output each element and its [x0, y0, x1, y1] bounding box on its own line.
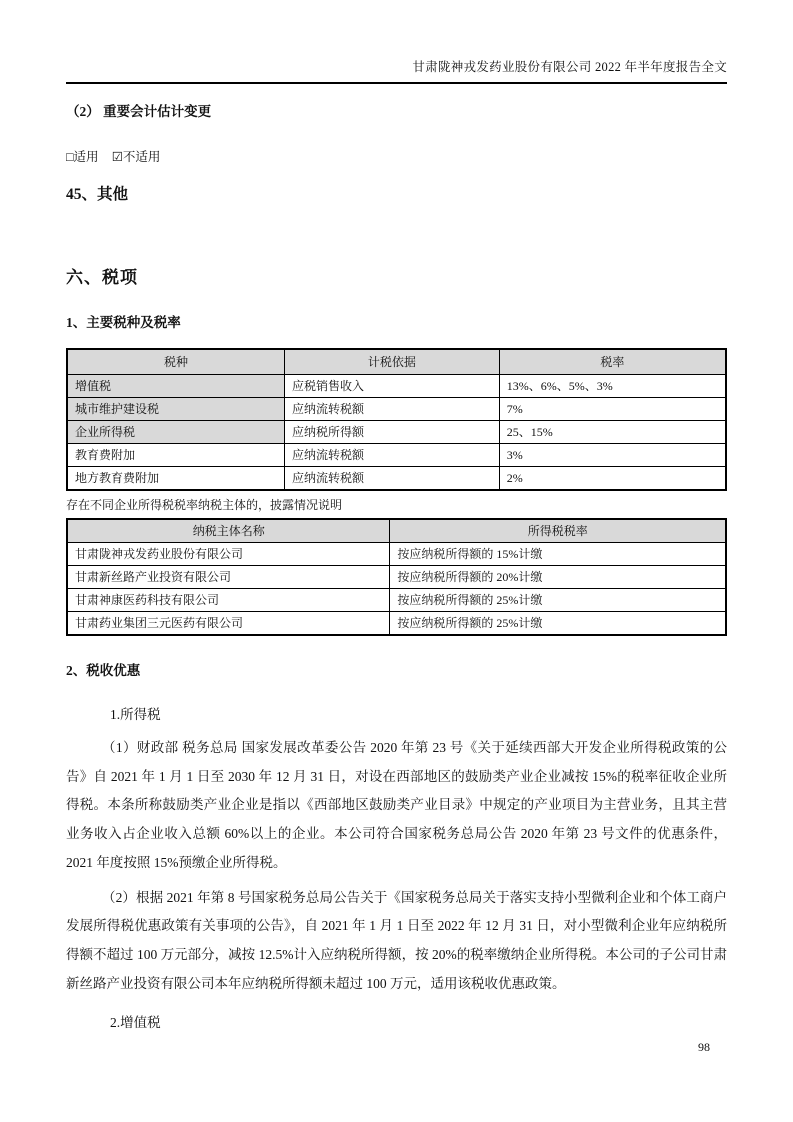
table-row: [67, 566, 726, 589]
entity-tax-rate-table: [66, 518, 727, 637]
table-row: [67, 420, 726, 443]
table-cell: 企业所得税: [67, 420, 284, 443]
table-row: [67, 543, 726, 566]
heading-main-tax-rates: 1、主要税种及税率: [66, 315, 181, 330]
checkbox-not-applicable-checked: ☑不适用: [111, 150, 161, 164]
table-header-row: [67, 349, 726, 374]
table-row: [67, 612, 726, 636]
table-cell: 应纳流转税额: [284, 466, 499, 490]
report-title: 甘肃陇神戎发药业股份有限公司 2022 年半年度报告全文: [412, 60, 727, 74]
table-header-row: [67, 519, 726, 543]
applicability-line: [66, 147, 727, 165]
different-rate-note: 存在不同企业所得税税率纳税主体的，披露情况说明: [66, 497, 343, 512]
table-row: [67, 374, 726, 397]
table-cell: 城市维护建设税: [67, 397, 284, 420]
table-cell: 3%: [499, 443, 726, 466]
table-cell: 地方教育费附加: [67, 466, 284, 490]
table-row: [67, 466, 726, 490]
subheading-vat: 2.增值税: [110, 1015, 161, 1031]
table-cell: 按应纳税所得额的 25%计缴: [390, 612, 726, 636]
table-header-cell: 税种: [67, 349, 284, 374]
heading-tax-incentive: 2、税收优惠: [66, 663, 141, 678]
table-cell: 按应纳税所得额的 15%计缴: [390, 543, 726, 566]
table-header-cell: 纳税主体名称: [67, 519, 390, 543]
checkbox-applicable-unchecked: □适用: [66, 150, 99, 164]
table-cell: 25、15%: [499, 420, 726, 443]
main-tax-table: [66, 348, 727, 491]
paragraph-income-tax-policy-1: （1）财政部 税务总局 国家发展改革委公告 2020 年第 23 号《关于延续西部大开发企业所得税政策的公告》自 2021 年 1 月 1 日至 2030 年 12 月 31 日，对设在西部地区的鼓励类产业企业减按 15%的税率征收企业所得税。本条所称鼓励类产业企业是指以《西部地区鼓励类产业目录》中规定的产业项目为主营业务，且其主营业务收入占企业收入总额 60%以上的企业。本公司符合国家税务总局公告 2020 年第 23 号文件的优惠条件，2021 年度按照 15%预缴企业所得税。: [66, 740, 727, 870]
page-header: [66, 0, 727, 84]
table-cell: 应纳流转税额: [284, 397, 499, 420]
table-row: [67, 589, 726, 612]
table-cell: 甘肃神康医药科技有限公司: [67, 589, 390, 612]
table-cell: 按应纳税所得额的 25%计缴: [390, 589, 726, 612]
subheading-income-tax: 1.所得税: [110, 707, 161, 722]
table-cell: 教育费附加: [67, 443, 284, 466]
table-cell: 应纳税所得额: [284, 420, 499, 443]
table-cell: 应纳流转税额: [284, 443, 499, 466]
paragraph-income-tax-policy-2: （2）根据 2021 年第 8 号国家税务总局公告关于《国家税务总局关于落实支持小型微利企业和个体工商户发展所得税优惠政策有关事项的公告》，自 2021 年 1 月 1 日至 2022 年 12 月 31 日，对小型微利企业年应纳税所得额不超过 100 万元部分，减按 12.5%计入应纳税所得额，按 20%的税率缴纳企业所得税。本公司的子公司甘肃新丝路产业投资有限公司本年应纳税所得额未超过 100 万元，适用该税收优惠政策。: [66, 889, 727, 991]
table-cell: 7%: [499, 397, 726, 420]
page-number: 98: [698, 1040, 710, 1054]
table-cell: 2%: [499, 466, 726, 490]
table-header-cell: 计税依据: [284, 349, 499, 374]
table-cell: 13%、6%、5%、3%: [499, 374, 726, 397]
table-header-cell: 税率: [499, 349, 726, 374]
table-cell: 甘肃陇神戎发药业股份有限公司: [67, 543, 390, 566]
table-cell: 应税销售收入: [284, 374, 499, 397]
heading-tax-section: 六、税项: [66, 268, 138, 287]
table-row: [67, 397, 726, 420]
table-cell: 甘肃药业集团三元医药有限公司: [67, 612, 390, 636]
heading-estimate-change: （2） 重要会计估计变更: [66, 104, 212, 119]
table-cell: 增值税: [67, 374, 284, 397]
table-row: [67, 443, 726, 466]
table-cell: 甘肃新丝路产业投资有限公司: [67, 566, 390, 589]
heading-other: 45、其他: [66, 186, 129, 203]
table-header-cell: 所得税税率: [390, 519, 726, 543]
table-cell: 按应纳税所得额的 20%计缴: [390, 566, 726, 589]
